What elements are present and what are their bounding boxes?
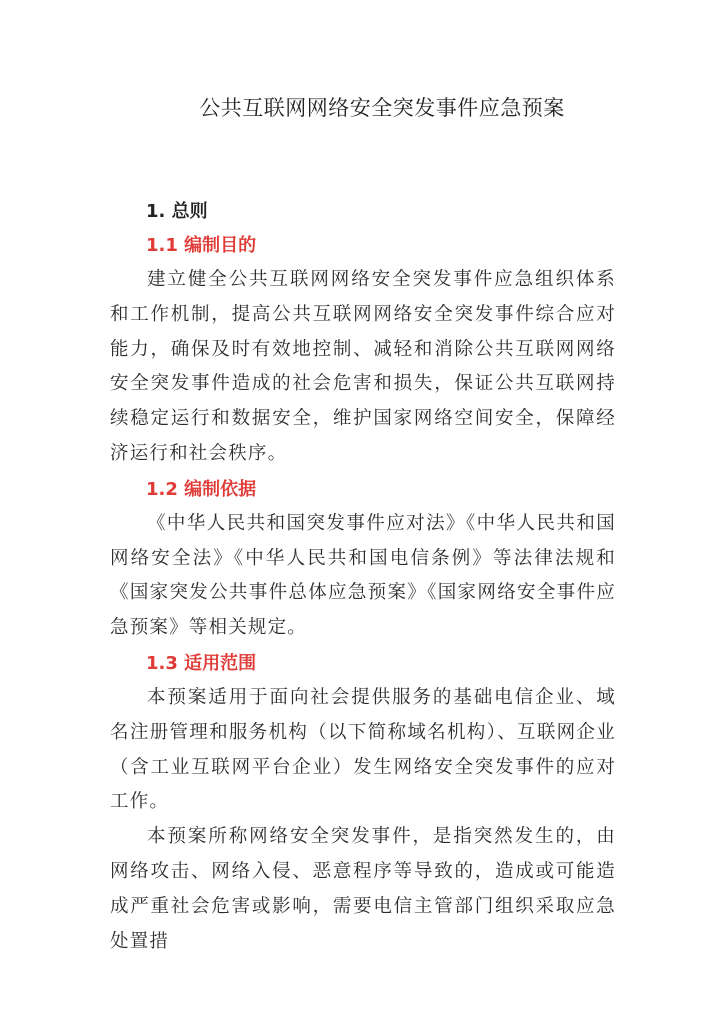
section-1-1-heading: 1.1 编制目的 bbox=[146, 235, 257, 256]
section-1-3-paragraph-1: 本预案适用于面向社会提供服务的基础电信企业、域名注册管理和服务机构（以下简称域名机构）、互联网企业（含工业互联网平台企业）发生网络安全突发事件的应对工作。 bbox=[110, 686, 616, 813]
section-1-1-paragraph: 建立健全公共互联网网络安全突发事件应急组织体系和工作机制，提高公共互联网网络安全突发事件综合应对能力，确保及时有效地控制、减轻和消除公共互联网网络安全突发事件造成的社会危害和损失，保证公共互联网持续稳定运行和数据安全，维护国家网络空间安全，保障经济运行和社会秩序。 bbox=[110, 269, 616, 464]
section-1-3-paragraph-2: 本预案所称网络安全突发事件，是指突然发生的，由网络攻击、网络入侵、恶意程序等导致的，造成或可能造成严重社会危害或影响，需要电信主管部门组织采取应急处置措 bbox=[110, 826, 616, 952]
section-1-2-paragraph: 《中华人民共和国突发事件应对法》《中华人民共和国网络安全法》《中华人民共和国电信条例》等法律法规和《国家突发公共事件总体应急预案》《国家网络安全事件应急预案》等相关规定。 bbox=[110, 512, 616, 639]
section-1-heading: 1. 总则 bbox=[146, 201, 208, 222]
section-1-2-heading: 1.2 编制依据 bbox=[146, 478, 257, 500]
document-title: 公共互联网网络安全突发事件应急预案 bbox=[199, 96, 565, 120]
document-body bbox=[110, 195, 616, 959]
section-1-3-heading: 1.3 适用范围 bbox=[146, 652, 257, 674]
